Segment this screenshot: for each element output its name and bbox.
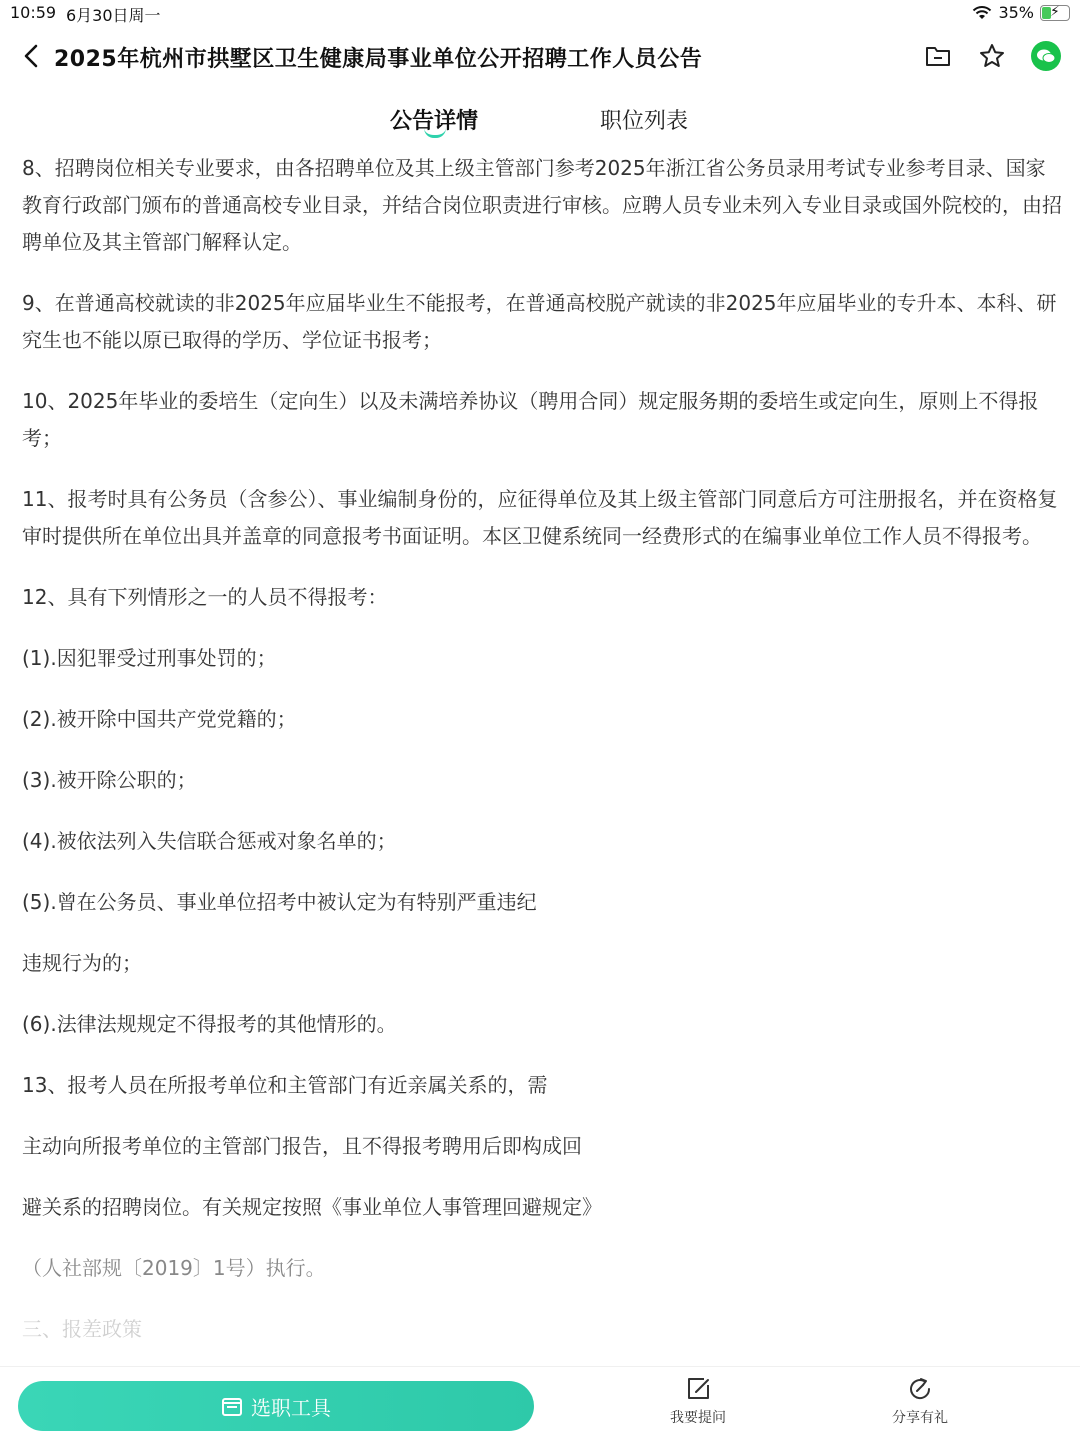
page-title: 2025年杭州市拱墅区卫生健康局事业单位公开招聘工作人员公告 [54,47,703,72]
star-icon [978,42,1006,70]
status-right [972,3,1070,22]
paragraph: (2).被开除中国共产党党籍的； [22,707,297,731]
back-icon[interactable] [20,42,44,70]
announcement-content [22,150,1062,1372]
paragraph: (5).曾在公务员、事业单位招考中被认定为有特别严重违纪 [22,890,537,914]
paragraph: (6).法律法规规定不得报考的其他情形的。 [22,1012,397,1036]
paragraph: 违规行为的； [22,951,142,975]
wechat-icon [1031,41,1061,71]
select-tool-label: 选职工具 [251,1395,331,1420]
battery-icon [1040,5,1070,21]
status-bar [0,0,1080,28]
wifi-icon [972,5,992,21]
paragraph: 9、在普通高校就读的非2025年应届毕业生不能报考，在普通高校脱产就读的非2025年应届毕业的专升本、本科、研究生也不能以原已取得的学历、学位证书报考； [22,291,1057,352]
share-gift-button[interactable] [880,1375,960,1427]
briefcase-icon [221,1395,243,1417]
header-actions [922,40,1062,72]
paragraph: 8、招聘岗位相关专业要求，由各招聘单位及其上级主管部门参考2025年浙江省公务员录用考试专业参考目录、国家教育行政部门颁布的普通高校专业目录，并结合岗位职责进行审核。应聘人员专业未列入专业目录或国外院校的，由招聘单位及其主管部门解释认定。 [22,156,1062,254]
paragraph: 11、报考时具有公务员（含参公）、事业编制身份的，应征得单位及其上级主管部门同意后方可注册报名，并在资格复审时提供所在单位出具并盖章的同意报考书面证明。本区卫健系统同一经费形式的在编事业单位工作人员不得报考。 [22,487,1058,548]
ask-question-button[interactable] [658,1375,738,1427]
paragraph: （人社部规〔2019〕1号）执行。 [22,1256,326,1280]
folder-button[interactable] [922,40,954,72]
paragraph: 避关系的招聘岗位。有关规定按照《事业单位人事管理回避规定》 [22,1195,602,1219]
ask-question-label: 我要提问 [670,1410,726,1426]
section-heading: 三、报差政策 [22,1317,142,1341]
select-tool-button[interactable] [18,1381,534,1431]
status-time: 10:59 [10,3,57,22]
paragraph: 10、2025年毕业的委培生（定向生）以及未满培养协议（聘用合同）规定服务期的委培生或定向生，原则上不得报考； [22,389,1039,450]
paragraph: (4).被依法列入失信联合惩戒对象名单的； [22,829,397,853]
folder-icon [924,43,952,69]
paragraph: 13、报考人员在所报考单位和主管部门有近亲属关系的，需 [22,1073,548,1097]
tab-bar [0,98,1080,146]
wechat-share-button[interactable] [1030,40,1062,72]
paragraph: (3).被开除公职的； [22,768,197,792]
bottom-bar [0,1366,1080,1440]
paragraph: 12、具有下列情形之一的人员不得报考： [22,585,388,609]
charging-bolt-icon: ⚡ [1050,3,1060,20]
edit-icon [684,1375,712,1403]
paragraph: (1).因犯罪受过刑事处罚的； [22,646,277,670]
battery-percent: 35% [998,3,1034,22]
paragraph: 主动向所报考单位的主管部门报告，且不得报考聘用后即构成回 [22,1134,582,1158]
tab-position-list[interactable]: 职位列表 [600,109,689,134]
header [0,30,1080,84]
share-gift-label: 分享有礼 [892,1410,948,1426]
favorite-button[interactable] [976,40,1008,72]
status-date: 6月30日周一 [66,6,161,25]
share-icon [906,1375,934,1403]
tab-announcement-details[interactable]: 公告详情 [390,109,479,134]
